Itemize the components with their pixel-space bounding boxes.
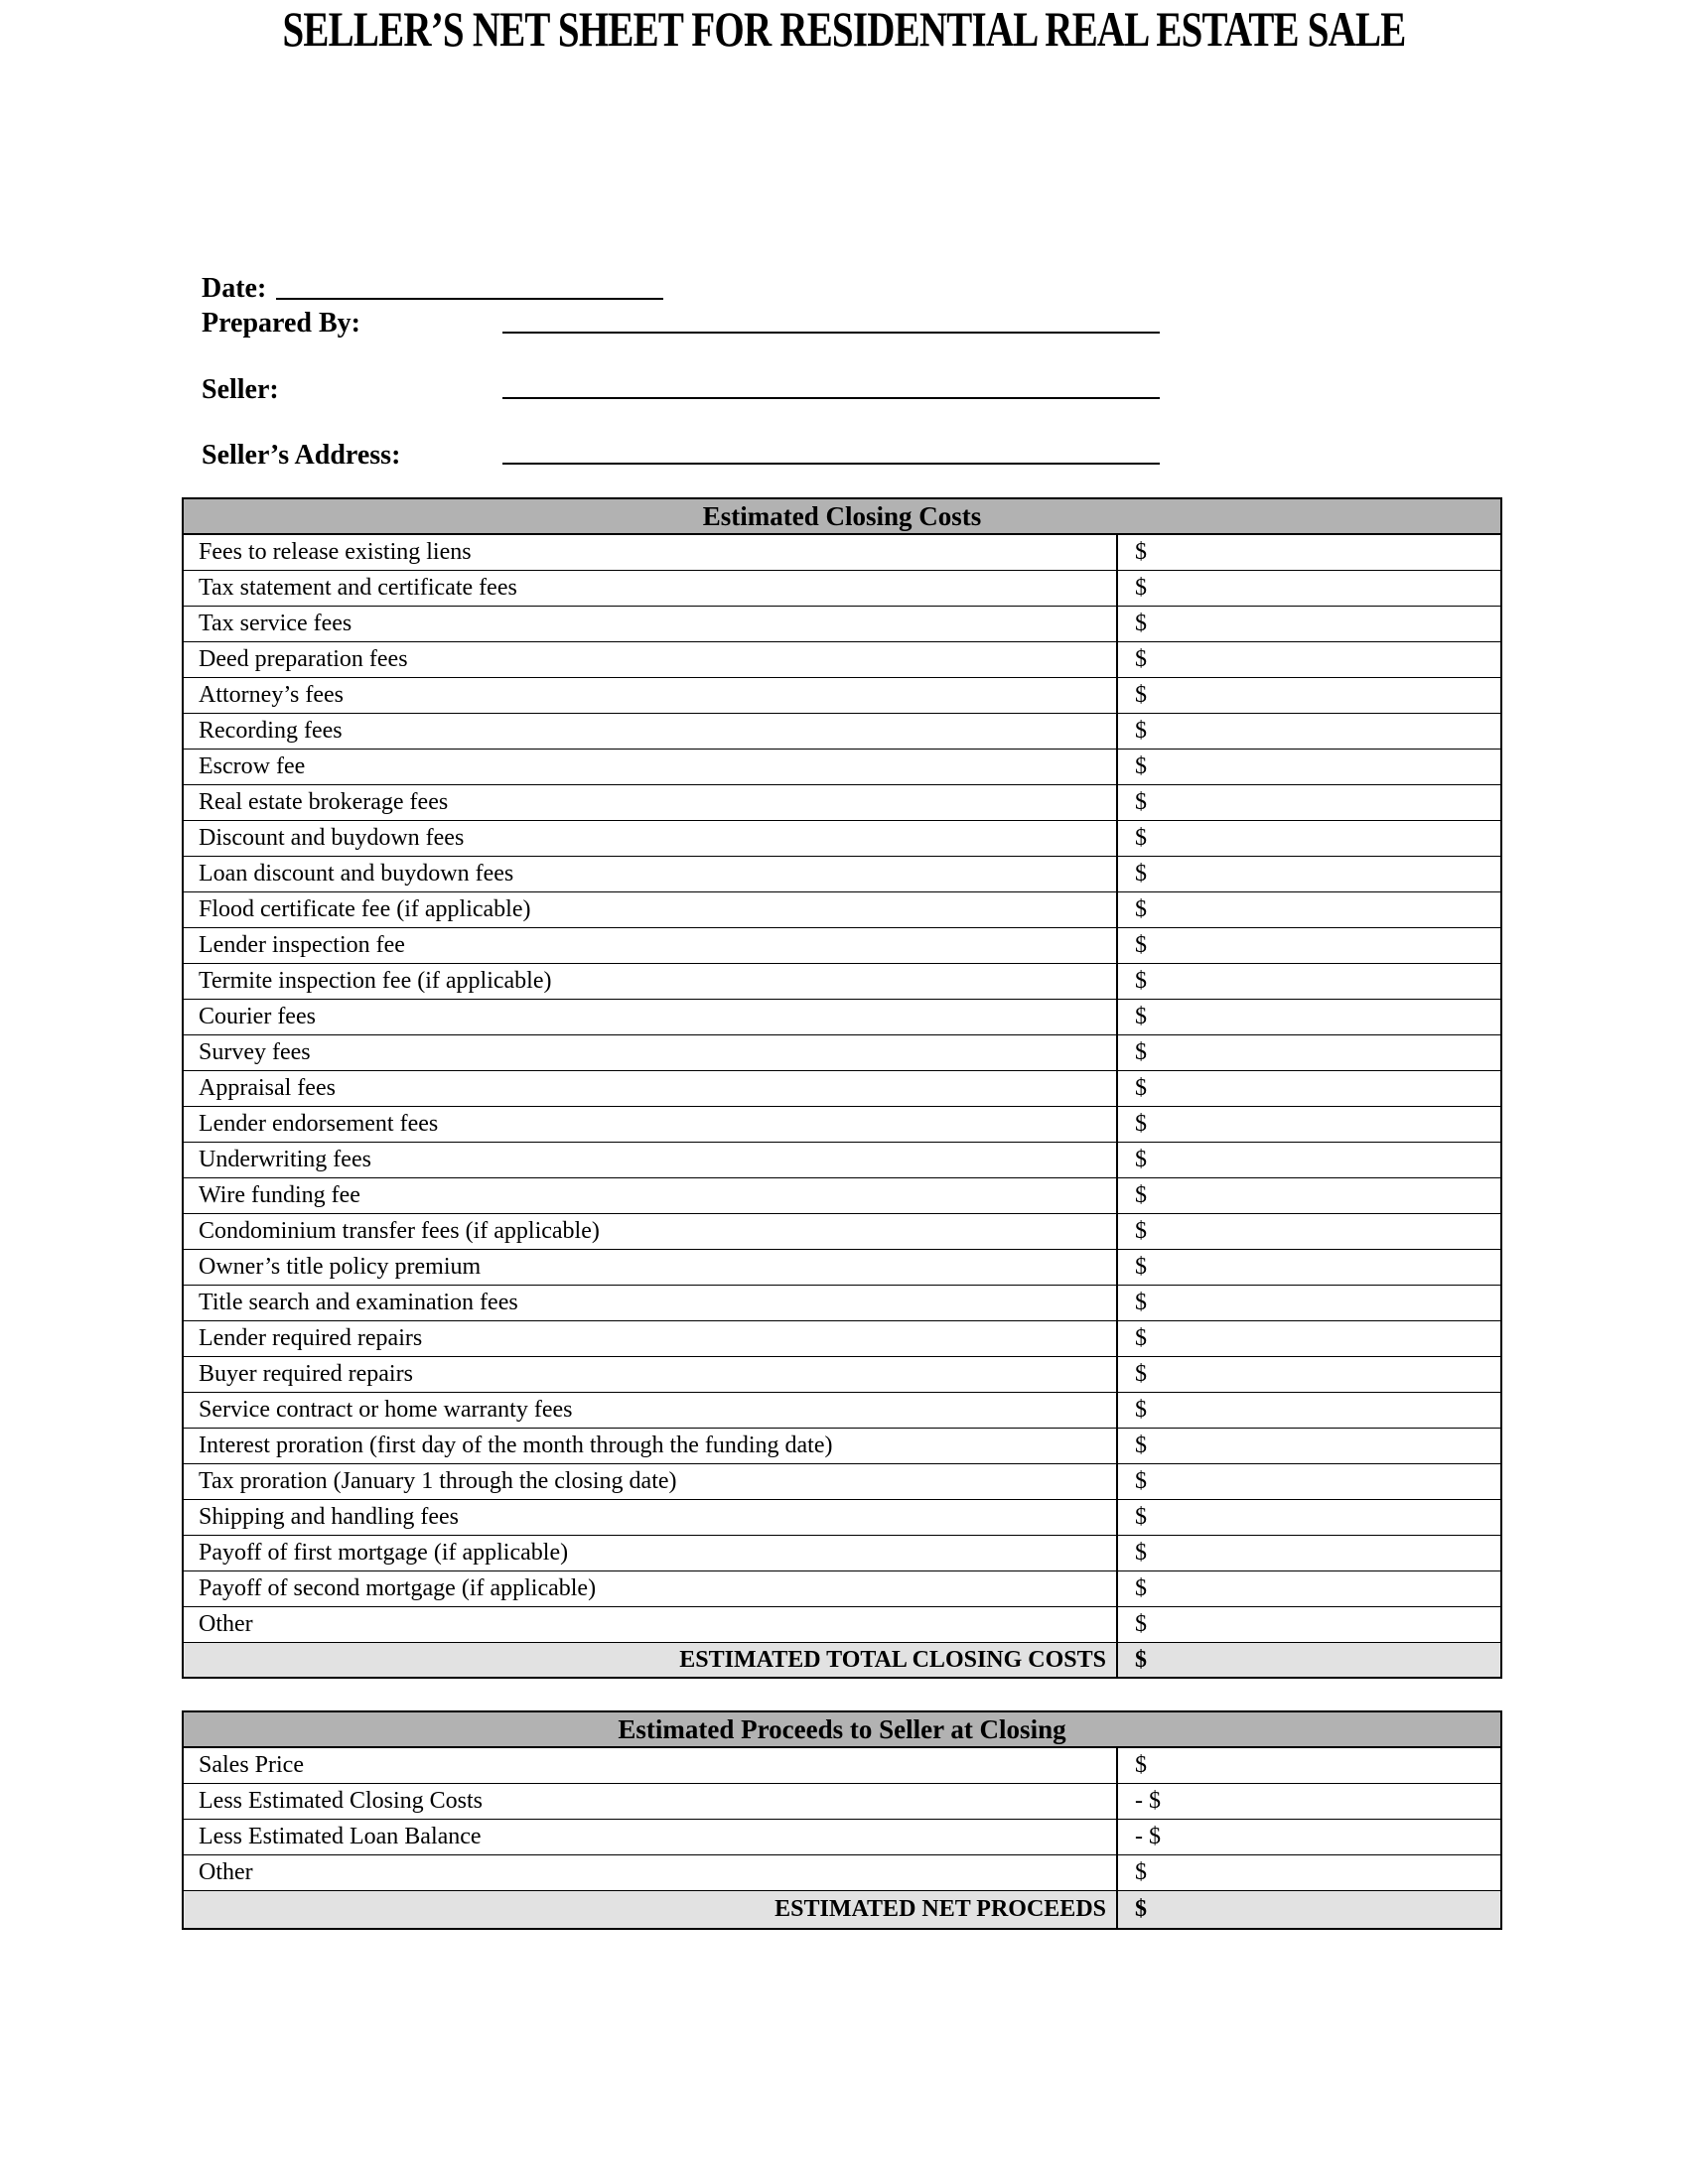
proceeds-total-amount-cell[interactable] [1118, 1891, 1500, 1928]
row-label: Termite inspection fee (if applicable) [184, 964, 1118, 999]
row-amount-cell[interactable] [1118, 821, 1500, 856]
row-label: Owner’s title policy premium [184, 1250, 1118, 1285]
row-amount-cell[interactable] [1118, 1500, 1500, 1535]
dollar-sign: $ [1135, 1254, 1147, 1280]
dollar-sign: $ [1135, 1859, 1147, 1885]
row-label: Deed preparation fees [184, 642, 1118, 677]
proceeds-table-header [184, 1712, 1500, 1748]
row-label: Less Estimated Closing Costs [184, 1784, 1118, 1819]
row-label: Flood certificate fee (if applicable) [184, 892, 1118, 927]
table-row [184, 1214, 1500, 1250]
row-amount-cell[interactable] [1118, 714, 1500, 749]
closing-costs-total-row [184, 1643, 1500, 1677]
table-row [184, 1571, 1500, 1607]
proceeds-rows [184, 1748, 1500, 1891]
dollar-sign: $ [1135, 753, 1147, 779]
dollar-sign: $ [1135, 789, 1147, 815]
dollar-sign: $ [1135, 646, 1147, 672]
row-label: Interest proration (first day of the month through the funding date) [184, 1429, 1118, 1463]
table-row [184, 1178, 1500, 1214]
seller-address-label: Seller’s Address: [202, 440, 401, 471]
proceeds-total-label: ESTIMATED NET PROCEEDS [184, 1891, 1118, 1928]
dollar-sign: $ [1135, 1611, 1147, 1637]
row-label: Underwriting fees [184, 1143, 1118, 1177]
table-row [184, 714, 1500, 750]
row-label: Shipping and handling fees [184, 1500, 1118, 1535]
dollar-sign: $ [1135, 682, 1147, 708]
proceeds-table [182, 1710, 1502, 1930]
row-amount-cell[interactable] [1118, 1855, 1500, 1890]
dollar-sign: $ [1135, 1325, 1147, 1351]
table-row [184, 928, 1500, 964]
table-row [184, 1286, 1500, 1321]
dollar-sign: $ [1135, 1290, 1147, 1315]
row-amount-cell[interactable] [1118, 1464, 1500, 1499]
closing-costs-total-label: ESTIMATED TOTAL CLOSING COSTS [184, 1643, 1118, 1677]
table-row [184, 535, 1500, 571]
row-amount-cell[interactable] [1118, 1820, 1500, 1854]
dollar-sign: $ [1135, 896, 1147, 922]
table-row [184, 1820, 1500, 1855]
row-label: Other [184, 1607, 1118, 1642]
dollar-sign: $ [1135, 1182, 1147, 1208]
proceeds-total-row [184, 1891, 1500, 1928]
row-label: Payoff of first mortgage (if applicable) [184, 1536, 1118, 1570]
dollar-sign: $ [1135, 1575, 1147, 1601]
table-row [184, 1143, 1500, 1178]
row-amount-cell[interactable] [1118, 750, 1500, 784]
dollar-sign: $ [1135, 1039, 1147, 1065]
prepared-by-input-line[interactable] [502, 306, 1160, 334]
dollar-sign: $ [1135, 1075, 1147, 1101]
row-label: Discount and buydown fees [184, 821, 1118, 856]
dollar-sign: $ [1135, 1896, 1147, 1922]
row-label: Courier fees [184, 1000, 1118, 1034]
row-label: Other [184, 1855, 1118, 1890]
row-amount-cell[interactable] [1118, 678, 1500, 713]
table-row [184, 1357, 1500, 1393]
row-amount-cell[interactable] [1118, 964, 1500, 999]
row-amount-cell[interactable] [1118, 1536, 1500, 1570]
row-amount-cell[interactable] [1118, 1035, 1500, 1070]
row-label: Escrow fee [184, 750, 1118, 784]
page-title [0, 0, 1688, 58]
table-row [184, 1393, 1500, 1429]
table-row [184, 1855, 1500, 1891]
row-label: Survey fees [184, 1035, 1118, 1070]
table-row [184, 1607, 1500, 1643]
table-row [184, 1500, 1500, 1536]
dollar-sign: $ [1135, 1646, 1147, 1673]
row-amount-cell[interactable] [1118, 607, 1500, 641]
dollar-sign: $ [1135, 968, 1147, 994]
dollar-sign: $ [1135, 1147, 1147, 1172]
row-amount-cell[interactable] [1118, 571, 1500, 606]
proceeds-table-header-text: Estimated Proceeds to Seller at Closing [618, 1713, 1066, 1744]
table-row [184, 1071, 1500, 1107]
row-amount-cell[interactable] [1118, 1784, 1500, 1819]
page-title-text: SELLER’S NET SHEET FOR RESIDENTIAL REAL ESTATE SALE [282, 1, 1406, 57]
row-amount-cell[interactable] [1118, 857, 1500, 891]
table-row [184, 785, 1500, 821]
seller-input-line[interactable] [502, 371, 1160, 399]
dollar-sign: - $ [1135, 1824, 1161, 1849]
closing-costs-table [182, 497, 1502, 1679]
date-input-line[interactable] [276, 272, 663, 300]
dollar-sign: $ [1135, 1504, 1147, 1530]
table-row [184, 1000, 1500, 1035]
table-row [184, 607, 1500, 642]
closing-costs-table-header [184, 499, 1500, 535]
dollar-sign: $ [1135, 861, 1147, 887]
table-row [184, 1035, 1500, 1071]
row-amount-cell[interactable] [1118, 1607, 1500, 1642]
closing-costs-rows [184, 535, 1500, 1643]
dollar-sign: $ [1135, 1433, 1147, 1458]
row-label: Payoff of second mortgage (if applicable) [184, 1571, 1118, 1606]
row-label: Title search and examination fees [184, 1286, 1118, 1320]
row-label: Less Estimated Loan Balance [184, 1820, 1118, 1854]
row-amount-cell[interactable] [1118, 1393, 1500, 1428]
dollar-sign: $ [1135, 718, 1147, 744]
row-label: Wire funding fee [184, 1178, 1118, 1213]
row-label: Service contract or home warranty fees [184, 1393, 1118, 1428]
dollar-sign: $ [1135, 575, 1147, 601]
dollar-sign: $ [1135, 825, 1147, 851]
table-row [184, 1107, 1500, 1143]
row-label: Fees to release existing liens [184, 535, 1118, 570]
row-label: Condominium transfer fees (if applicable) [184, 1214, 1118, 1249]
row-amount-cell[interactable] [1118, 1000, 1500, 1034]
table-row [184, 1429, 1500, 1464]
table-row [184, 1250, 1500, 1286]
row-label: Appraisal fees [184, 1071, 1118, 1106]
table-row [184, 1784, 1500, 1820]
dollar-sign: $ [1135, 1540, 1147, 1566]
row-label: Lender inspection fee [184, 928, 1118, 963]
dollar-sign: $ [1135, 1004, 1147, 1029]
dollar-sign: $ [1135, 1218, 1147, 1244]
table-row [184, 857, 1500, 892]
table-row [184, 750, 1500, 785]
row-amount-cell[interactable] [1118, 642, 1500, 677]
dollar-sign: $ [1135, 611, 1147, 636]
row-label: Attorney’s fees [184, 678, 1118, 713]
row-label: Buyer required repairs [184, 1357, 1118, 1392]
dollar-sign: $ [1135, 932, 1147, 958]
closing-costs-total-amount-cell[interactable] [1118, 1643, 1500, 1677]
row-label: Recording fees [184, 714, 1118, 749]
row-amount-cell[interactable] [1118, 1143, 1500, 1177]
row-amount-cell[interactable] [1118, 1571, 1500, 1606]
table-row [184, 892, 1500, 928]
row-amount-cell[interactable] [1118, 928, 1500, 963]
row-amount-cell[interactable] [1118, 1071, 1500, 1106]
dollar-sign: $ [1135, 1111, 1147, 1137]
row-amount-cell[interactable] [1118, 1214, 1500, 1249]
table-row [184, 1748, 1500, 1784]
row-amount-cell[interactable] [1118, 1286, 1500, 1320]
dollar-sign: $ [1135, 1468, 1147, 1494]
table-row [184, 964, 1500, 1000]
row-label: Tax proration (January 1 through the closing date) [184, 1464, 1118, 1499]
table-row [184, 1464, 1500, 1500]
table-row [184, 642, 1500, 678]
row-label: Tax statement and certificate fees [184, 571, 1118, 606]
row-amount-cell[interactable] [1118, 1429, 1500, 1463]
dollar-sign: $ [1135, 1361, 1147, 1387]
row-amount-cell[interactable] [1118, 1357, 1500, 1392]
table-row [184, 1321, 1500, 1357]
row-amount-cell[interactable] [1118, 1250, 1500, 1285]
seller-label: Seller: [202, 374, 279, 405]
dollar-sign: - $ [1135, 1788, 1161, 1814]
row-amount-cell[interactable] [1118, 892, 1500, 927]
table-row [184, 1536, 1500, 1571]
prepared-by-label: Prepared By: [202, 308, 360, 339]
closing-costs-table-header-text: Estimated Closing Costs [702, 500, 982, 531]
date-label: Date: [202, 273, 267, 304]
dollar-sign: $ [1135, 1397, 1147, 1423]
row-amount-cell[interactable] [1118, 1321, 1500, 1356]
seller-address-input-line[interactable] [502, 437, 1160, 465]
row-label: Lender required repairs [184, 1321, 1118, 1356]
row-amount-cell[interactable] [1118, 1748, 1500, 1783]
table-row [184, 678, 1500, 714]
row-label: Loan discount and buydown fees [184, 857, 1118, 891]
row-amount-cell[interactable] [1118, 535, 1500, 570]
row-amount-cell[interactable] [1118, 1178, 1500, 1213]
row-label: Tax service fees [184, 607, 1118, 641]
table-row [184, 821, 1500, 857]
row-amount-cell[interactable] [1118, 785, 1500, 820]
dollar-sign: $ [1135, 1752, 1147, 1778]
row-amount-cell[interactable] [1118, 1107, 1500, 1142]
dollar-sign: $ [1135, 539, 1147, 565]
row-label: Sales Price [184, 1748, 1118, 1783]
row-label: Lender endorsement fees [184, 1107, 1118, 1142]
row-label: Real estate brokerage fees [184, 785, 1118, 820]
table-row [184, 571, 1500, 607]
